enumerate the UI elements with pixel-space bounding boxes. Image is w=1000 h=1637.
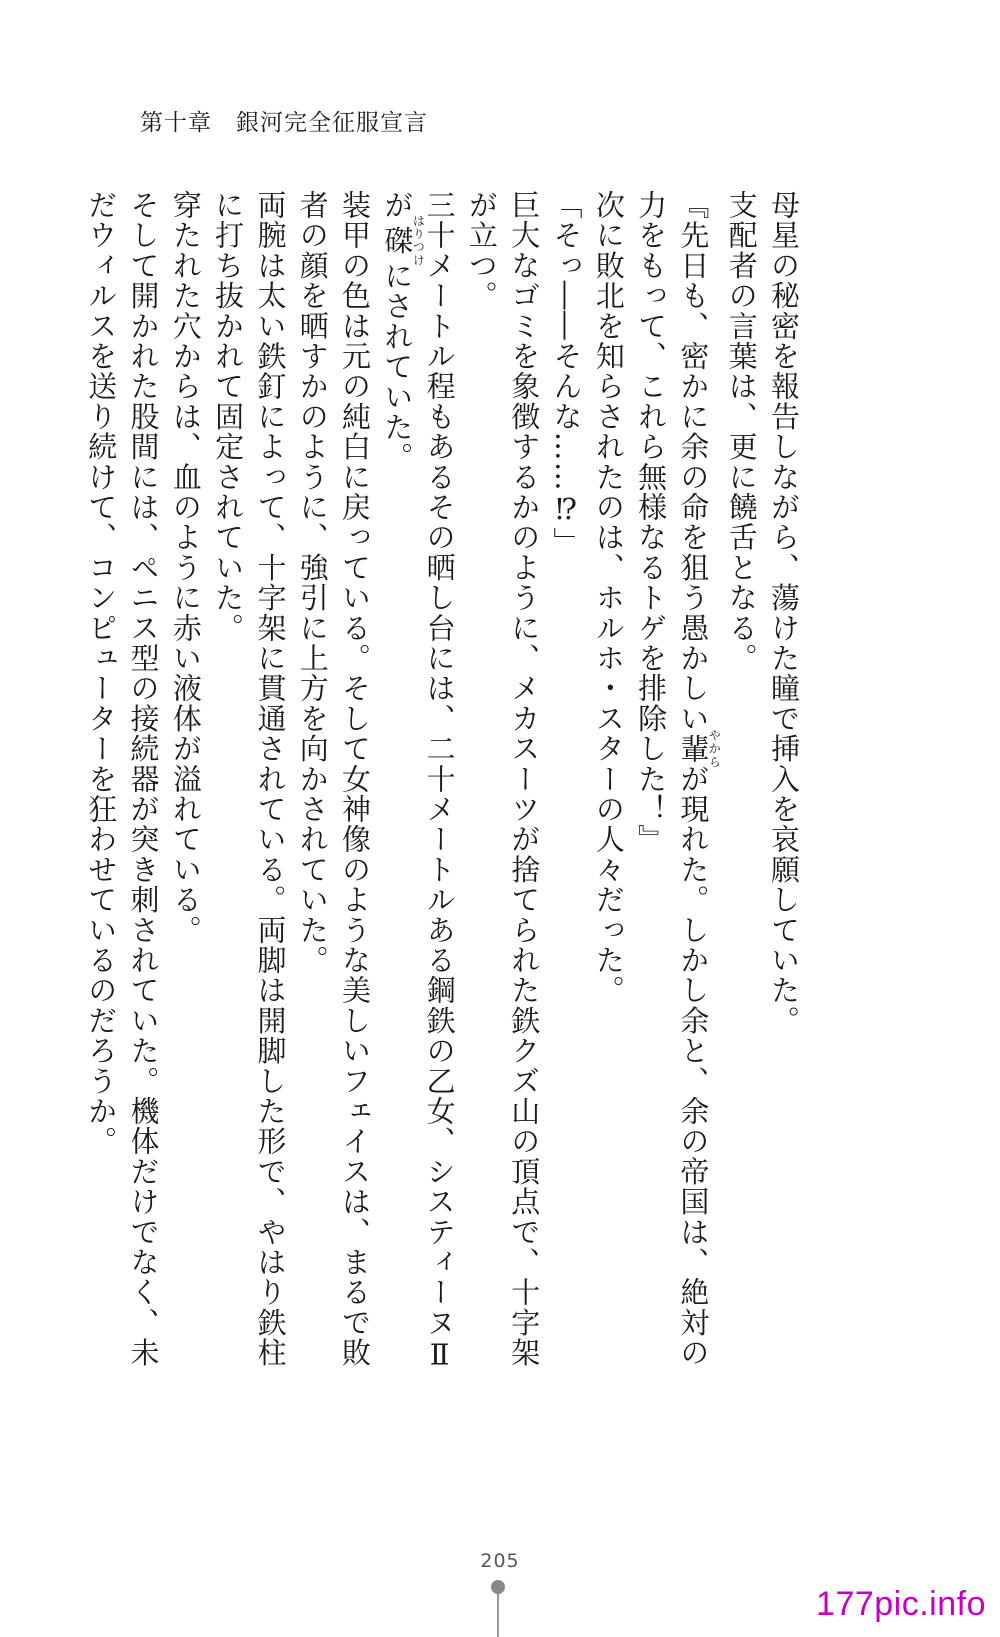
ruby-haritsuke: 磔はりつけ <box>380 214 426 268</box>
chapter-title: 第十章 銀河完全征服宣言 <box>140 110 428 136</box>
body-text <box>80 190 805 1380</box>
paragraph-2: 支配者の言葉は、更に饒舌となる。 <box>724 190 759 674</box>
watermark-logo: 177pic.info <box>816 1585 986 1623</box>
ruby-yakara: 輩やから <box>676 728 722 769</box>
paragraph-3 <box>630 190 721 1380</box>
paragraph-1: 母星の秘密を報告しながら、蕩けた瞳で挿入を哀願していた。 <box>767 190 801 1036</box>
paragraph-7 <box>376 190 461 1380</box>
paragraph-11: そして開かれた股間には、ペニス型の接続器が突き刺されていた。機体だけでなく、未だウィルスを送り続けて、コンピューターを狂わせているのだろうか。 <box>84 190 161 1368</box>
page-marker-dot <box>491 1580 505 1594</box>
paragraph-7-text: 三十メートル程もあるその晒し台には、二十メートルある鋼鉄の乙女、システィーヌⅡが磔はりつけにされていた。 <box>380 190 457 1373</box>
paragraph-5: 「そっ――そんな……⁉」 <box>549 190 584 558</box>
paragraph-6: 巨大なゴミを象徴するかのように、メカスーツが捨てられた鉄クズ山の頂点で、十字架が立つ。 <box>464 190 542 1368</box>
paragraph-9: 両腕は太い鉄釘によって、十字架に貫通されている。両脚は開脚した形で、やはり鉄柱に打ち抜かれて固定されていた。 <box>211 190 288 1368</box>
paragraph-4: 次に敗北を知らされたのは、ホルホ・スターの人々だった。 <box>591 190 626 1006</box>
paragraph-8: 装甲の色は元の純白に戻っている。そして女神像のような美しいフェイスは、まるで敗者の顔を晒すかのように、強引に上方を向かされていた。 <box>295 190 373 1368</box>
paragraph-10: 穿たれた穴からは、血のように赤い液体が溢れている。 <box>168 190 203 945</box>
page-number: 205 <box>480 1550 520 1572</box>
paragraph-3-text: 『先日も、密かに余の命を狙う愚かしい輩やからが現れた。しかし余と、余の帝国は、絶対の力をもって、これら無様なるトゲを排除した！』 <box>634 190 722 1368</box>
